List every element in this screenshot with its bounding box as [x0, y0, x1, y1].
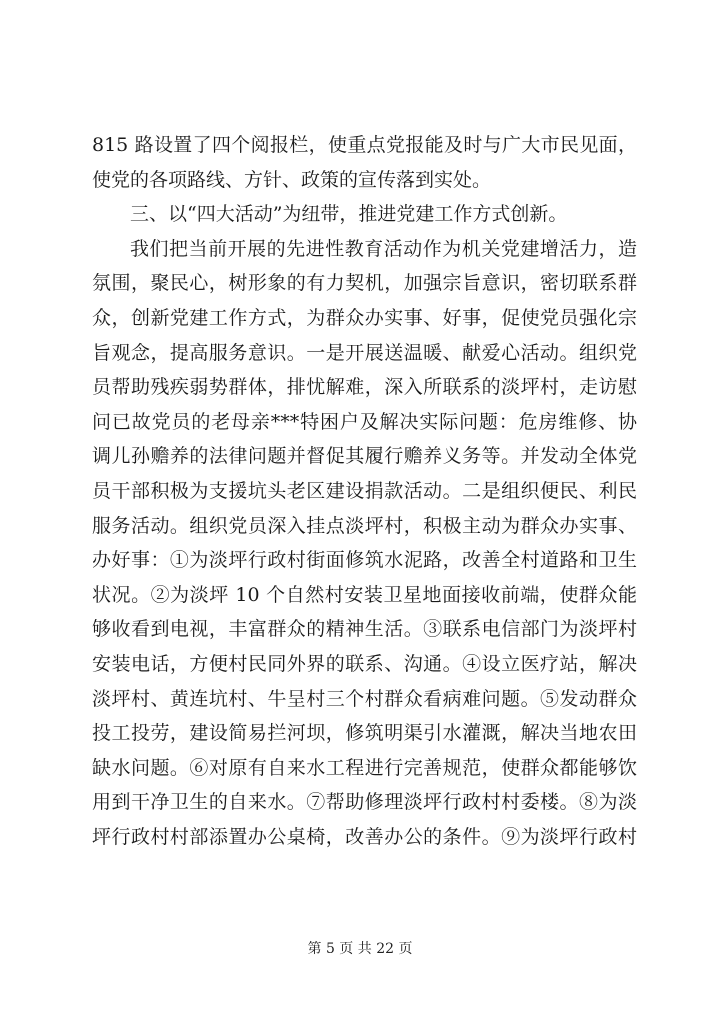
text-line: 状况。②为淡坪 10 个自然村安装卫星地面接收前端，使群众能: [92, 583, 637, 606]
text-line: 安装电话，方便村民同外界的联系、沟通。④设立医疗站，解决: [92, 652, 637, 675]
body-text: [92, 128, 637, 854]
text-line: 缺水问题。⑥对原有自来水工程进行完善规范，使群众都能够饮: [92, 756, 637, 779]
section-heading: 三、以“四大活动”为纽带，推进党建工作方式创新。: [130, 203, 568, 226]
text-line: 问已故党员的老母亲***特困户及解决实际问题：危房维修、协: [92, 410, 637, 433]
text-line: 办好事：①为淡坪行政村街面修筑水泥路，改善全村道路和卫生: [92, 549, 637, 572]
text-line: 旨观念，提高服务意识。一是开展送温暖、献爱心活动。组织党: [92, 341, 637, 364]
text-line: 够收看到电视，丰富群众的精神生活。③联系电信部门为淡坪村: [92, 618, 637, 641]
text-line: 调儿孙赡养的法律问题并督促其履行赡养义务等。并发动全体党: [92, 445, 637, 468]
text-line: 使党的各项路线、方针、政策的宣传落到实处。: [92, 168, 492, 191]
text-line: 815 路设置了四个阅报栏，使重点党报能及时与广大市民见面，: [92, 134, 637, 156]
page-number-footer: 第 5 页 共 22 页: [307, 941, 413, 957]
text-line: 氛围，聚民心，树形象的有力契机，加强宗旨意识，密切联系群: [92, 272, 637, 295]
text-line: 员帮助残疾弱势群体，排忧解难，深入所联系的淡坪村，走访慰: [92, 376, 637, 399]
text-line: 淡坪村、黄连坑村、牛呈村三个村群众看病难问题。⑤发动群众: [92, 687, 637, 710]
text-line: 我们把当前开展的先进性教育活动作为机关党建增活力，造: [130, 237, 637, 260]
text-line: 用到干净卫生的自来水。⑦帮助修理淡坪行政村村委楼。⑧为淡: [92, 791, 637, 814]
text-line: 投工投劳，建设简易拦河坝，修筑明渠引水灌溉，解决当地农田: [92, 722, 637, 745]
text-line: 员干部积极为支援坑头老区建设捐款活动。二是组织便民、利民: [92, 479, 637, 502]
text-line: 众，创新党建工作方式，为群众办实事、好事，促使党员强化宗: [92, 306, 637, 329]
text-line: 服务活动。组织党员深入挂点淡坪村，积极主动为群众办实事、: [92, 514, 637, 537]
text-line: 坪行政村村部添置办公桌椅，改善办公的条件。⑨为淡坪行政村: [92, 825, 637, 848]
